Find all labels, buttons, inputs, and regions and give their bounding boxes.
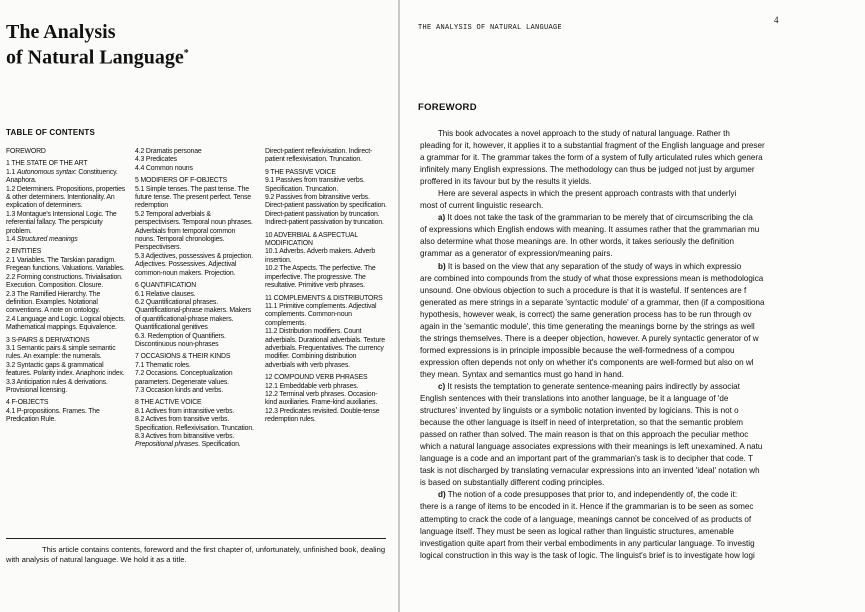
foreword-line: investigation quite apart from their verbal embodiments in any particular language. To investig — [420, 538, 755, 548]
article-title — [6, 22, 189, 69]
toc-entry: 5.3 Adjectives, possessives & projection. Adjectives. Possessives. Adjectival common-noun makers. Projection. — [135, 252, 253, 277]
toc-entry: 11.2 Distribution modifiers. Count adverbials. Durational adverbials. Texture adverbials. Frequentatives. The currency modifier. Combining distribution adverbials with verb phrases. — [265, 328, 385, 369]
toc-entry: 12 COMPOUND VERB PHRASES — [265, 374, 368, 382]
toc-entry: 3.1 Semantic pairs & simple semantic rules. An example: the numerals. — [6, 344, 116, 361]
toc-entry: 12.1 Embeddable verb phrases. — [265, 382, 359, 390]
toc-entry: 7.1 Thematic roles. — [135, 361, 191, 369]
toc-entry: 2.3 The Ramified Hierarchy. The definition. Examples. Notational conventions. A note on ontology. — [6, 290, 101, 315]
foreword-line: c) It resists the temptation to generate sentence-meaning pairs indirectly by associat — [438, 381, 740, 391]
foreword-line: passed on rather than solved. The main reason is that on this approach the peculiar methoc — [420, 430, 749, 440]
toc-entry: 1 THE STATE OF THE ART — [6, 160, 88, 168]
toc-entry: 4 F-OBJECTS — [6, 399, 49, 407]
foreword-line: attempting to crack the code of a language, meanings cannot be conceived of as products of — [420, 514, 752, 524]
title-footnote-mark: * — [183, 48, 189, 59]
toc-entry: 2.1 Variables. The Tarskian paradigm. Fregean functions. Valuations. Variables. — [6, 256, 125, 273]
foreword-line: task is not discharged by translating vernacular expressions into an invented 'ideal' notation wh — [420, 466, 760, 476]
toc-entry: 1.4 Structured meanings — [6, 236, 78, 244]
toc-section — [6, 337, 126, 396]
toc-entry: 6.3. Redemption of Quantifiers. Discontinuous noun-phrases — [135, 332, 226, 348]
toc-entry: 7.2 Occasions. Conceptualization parameters. Degenerate values. — [135, 370, 233, 386]
toc-section — [135, 399, 255, 449]
toc-section — [135, 177, 255, 278]
foreword-line: Here are several aspects in which the present approach contrasts with that underlyi — [420, 189, 737, 199]
toc-entry: 2.4 Language and Logic. Logical objects. Mathematical mappings. Equivalence. — [6, 315, 126, 332]
foreword-line: b) It is based on the view that any separation of the study of ways in which expressio — [438, 261, 742, 271]
foreword-line: expression often depends not only on whether it's components are well-formed but also on wl — [420, 357, 754, 367]
toc-entry: 6.2 Quantificational phrases. Quantificational-phrase makers. Makers of quantificational-phrase makers. Quantificational genitives — [135, 298, 252, 332]
toc-entry: 4.3 Predicates — [135, 156, 177, 164]
toc-entry: 1.2 Determiners. Propositions, properties & other determiners. Intentionality. An explication of determiners. — [6, 185, 126, 210]
toc-section — [6, 160, 126, 244]
toc-section — [6, 399, 126, 424]
toc-entry: 2 ENTITIES — [6, 248, 42, 256]
running-head: THE ANALYSIS OF NATURAL LANGUAGE — [418, 24, 563, 32]
foreword-line: language itself. They must be seen as logical rather than linguistic structures, amenable — [420, 526, 734, 536]
toc-section — [265, 232, 387, 291]
foreword-body — [420, 128, 865, 562]
right-page — [400, 0, 865, 612]
foreword-line: again in the 'semantic module', this time generating the meanings borne by the strings as well — [420, 321, 755, 331]
foreword-line: also determine what those meanings are. In other words, it takes seriously the definition — [420, 237, 735, 247]
left-page — [0, 0, 398, 612]
toc-entry: 5 MODIFIERS OF F-OBJECTS — [135, 177, 228, 185]
toc-entry: 5.2 Temporal adverbials & perspectivisers. Temporal noun phrases. Adverbials from temporal common nouns. Temporal chronologies. Perspectivisers. — [135, 210, 253, 252]
toc-entry: 11.1 Primitive complements. Adjectival complements. Common-noun complements. — [265, 302, 377, 327]
toc-section — [6, 248, 126, 332]
toc-section — [265, 374, 387, 424]
foreword-line: English sentences with their translations into another language, be it a language of 'de — [420, 394, 729, 404]
toc-entry: 8.2 Actives from transitive verbs. Specification. Reflexivisation. Truncation. — [135, 416, 254, 432]
footnote: This article contains contents, foreword and the first chapter of, unfortunately, unfinished book, dealing with analysis of natural language. We hold it as a title. — [6, 545, 386, 564]
foreword-line: hypothesis, however weak, is correct) the same generation process has to be run through ov — [420, 309, 752, 319]
toc-entry: 3.3 Anticipation rules & derivations. Provisional licensing. — [6, 378, 108, 394]
title-line-2: of Natural Language — [6, 46, 184, 69]
toc-entry: 12.3 Predicates revisited. Double-tense redemption rules. — [265, 407, 380, 424]
foreword-line: a grammar for it. The grammar takes the form of a system of fully articulated rules which genera — [420, 153, 763, 163]
foreword-line: is based on substantially different coding principles. — [420, 478, 605, 488]
foreword-line: d) The notion of a code presupposes that prior to, and independently of, the code it: — [438, 490, 738, 500]
toc-section — [6, 148, 126, 156]
toc-entry: 8.1 Actives from intransitive verbs. — [135, 407, 235, 415]
page-number: 4 — [774, 15, 779, 25]
toc-entry: 6.1 Relative clauses. — [135, 290, 196, 298]
toc-section — [135, 353, 255, 395]
toc-section — [135, 148, 255, 173]
toc-entry: 12.2 Terminal verb phrases. Occasion-kind auxiliaries. Frame-kind auxiliaries. — [265, 390, 378, 407]
foreword-line: generated as mere strings in a separate 'syntactic module' of a grammar, then (if a compositiona — [420, 297, 765, 307]
toc-entry: 10.2 The Aspects. The perfective. The imperfective. The progressive. The resultative. Primitive verb phrases. — [265, 265, 376, 290]
toc-entry: 9.2 Passives from bitransitive verbs. Direct-patient passivation by specification. Direct-patient passivation by truncation. Indirect-patient passivation by truncation. — [265, 194, 387, 227]
toc-entry: 6 QUANTIFICATION — [135, 282, 197, 290]
toc-entry: 9.1 Passives from transitive verbs. Specification. Truncation. — [265, 177, 365, 193]
toc-entry: 2.2 Forming constructions. Trivialisation. Execution. Composition. Closure. — [6, 273, 123, 290]
toc-entry: Direct-patient reflexivisation. Indirect-patient reflexivisation. Truncation. — [265, 148, 373, 164]
foreword-line: language is a code and an important part of the grammarian's task is to decipher that code. T — [420, 454, 753, 464]
foreword-line: of expressions which English endows with meaning. It assumes rather that the grammarian mu — [420, 225, 760, 235]
toc-entry: 8.3 Actives from bitransitive verbs. Prepositional phrases. Specification. — [135, 433, 241, 449]
toc-entry: 9 THE PASSIVE VOICE — [265, 168, 336, 176]
toc-entry: 10.1 Adverbs. Adverb makers. Adverb insertion. — [265, 248, 376, 264]
toc-entry: 10 ADVERBIAL & ASPECTUAL MODIFICATION — [265, 231, 358, 248]
toc-entry: 7.3 Occasion kinds and verbs. — [135, 386, 223, 394]
foreword-title: FOREWORD — [418, 102, 477, 113]
toc-column-2 — [135, 148, 255, 450]
toc-entry: 4.2 Dramatis personae — [135, 148, 202, 155]
foreword-line: logical construction in this way is the task of logic. The linguist's brief is to investigate how logi — [420, 550, 755, 560]
toc-heading: TABLE OF CONTENTS — [6, 128, 96, 137]
toc-column-1 — [6, 148, 126, 425]
title-line-1: The Analysis — [6, 21, 116, 43]
foreword-line: This book advocates a novel approach to the study of natural language. Rather th — [420, 129, 730, 138]
foreword-line: a) It does not take the task of the grammarian to be merely that of circumscribing the cla — [438, 213, 753, 223]
toc-section — [265, 148, 387, 165]
toc-entry: 3.2 Syntactic gaps & grammatical features. Polarity index. Anaphoric index. — [6, 361, 125, 378]
foreword-line: because the other language is itself in need of interpretation, so that the semantic problem — [420, 418, 744, 428]
toc-section — [135, 282, 255, 349]
toc-section — [265, 169, 387, 228]
foreword-line: there is a range of items to be encoded in it. Hence if the grammarian is to be seen as somec — [420, 502, 754, 512]
toc-entry: 5.1 Simple tenses. The past tense. The future tense. The present perfect. Tense redemption — [135, 185, 251, 210]
foreword-line: they mean. Syntax and semantics must go hand in hand. — [420, 369, 624, 379]
toc-entry: 1.1 Autonomous syntax: Constituency. Anaphora. — [6, 168, 118, 185]
toc-entry: FOREWORD — [6, 148, 46, 155]
foreword-line: infinitely many English expressions. The methodology can thus be judged not just by argumer — [420, 165, 755, 175]
foreword-line: pleading for it, however, it applies it to a substantial fragment of the English language and preser — [420, 141, 765, 151]
foreword-line: are combined into compounds from the study of what those expressions mean is methodologica — [420, 273, 764, 283]
foreword-line: structures' invented by linguists or a symbolic notation invented by logicians. This is not o — [420, 406, 739, 416]
footnote-rule — [6, 538, 386, 539]
foreword-line: the strings themselves. There is a deeper objection, however. A purely syntactic generator of w — [420, 333, 759, 343]
foreword-line: unsound. One obvious objection to such a procedure is that it is wasteful. If sentences are f — [420, 285, 747, 295]
toc-section — [265, 295, 387, 371]
toc-entry: 7 OCCASIONS & THEIR KINDS — [135, 353, 231, 361]
foreword-line: most of current linguistic research. — [420, 201, 544, 211]
toc-column-3 — [265, 148, 387, 425]
toc-entry: 4.1 P-propositions. Frames. The Predication Rule. — [6, 407, 100, 424]
foreword-line: proffered in its favour but by the results it yields. — [420, 177, 592, 187]
toc-entry: 4.4 Common nouns — [135, 164, 193, 172]
toc-entry: 1.3 Montague's Intensional Logic. The referential fallacy. The perspicuity problem. — [6, 210, 117, 235]
toc-entry: 3 S-PAIRS & DERIVATIONS — [6, 336, 90, 344]
toc-entry: 11 COMPLEMENTS & DISTRIBUTORS — [265, 294, 383, 302]
foreword-line: grammar as a generator of expression/meaning pairs. — [420, 249, 613, 259]
foreword-line: which a natural language associates expressions with their meanings is left unexamined. A natu — [420, 442, 763, 452]
foreword-line: formed expressions is in principle impossible because the well-formedness of a compou — [420, 345, 735, 355]
toc-entry: 8 THE ACTIVE VOICE — [135, 399, 202, 407]
